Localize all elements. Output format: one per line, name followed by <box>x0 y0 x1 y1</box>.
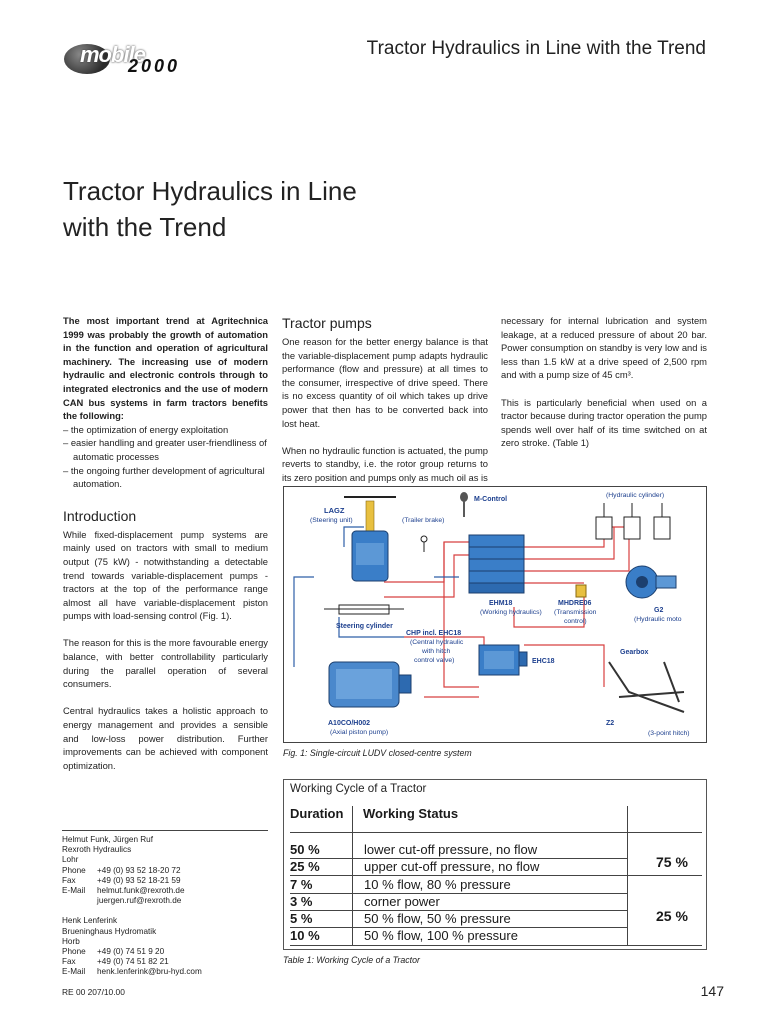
table-row <box>290 876 627 893</box>
total-upper-group: 75 % <box>656 854 688 870</box>
label-ehm18: EHM18 <box>489 600 513 607</box>
duration-header: Duration <box>290 806 344 821</box>
table-row <box>290 858 627 875</box>
row-status: corner power <box>364 894 440 909</box>
row-status: 10 % flow, 80 % pressure <box>364 877 511 892</box>
standby-paragraph-1: necessary for internal lubrication and system leakage, at a reduced pressure of about 20 bar. Power consumption on standby is very low and is less than 1.5 kW at a drive speed of 2,500 rpm and with a pump size of 45 cm³. <box>501 315 707 381</box>
table-title: Working Cycle of a Tractor <box>290 782 427 795</box>
hydraulic-cylinders <box>596 503 670 539</box>
hydraulic-diagram <box>284 487 708 744</box>
phone-label: Phone <box>62 865 86 875</box>
label-ehc18: EHC18 <box>532 658 555 665</box>
label-m-control: M-Control <box>474 496 508 503</box>
email-link[interactable]: juergen.ruf@rexroth.de <box>97 896 182 906</box>
column-3 <box>501 314 707 464</box>
column-1 <box>63 314 268 786</box>
logo-word: mobile <box>80 42 145 67</box>
lead-paragraph: The most important trend at Agritechnica 1999 was probably the growth of automation in the function and operation of agricultural machinery. The increasing use of modern hydraulic and electronic controls through to integrated electronics and the use of modern CAN bus systems in farm tractors benefits the following: <box>63 315 268 422</box>
m-control-joystick <box>460 492 468 517</box>
label-mhdre06: MHDRE06 <box>558 600 592 607</box>
label-axial-piston-pump: (Axial piston pump) <box>330 729 389 736</box>
benefit-item: – the optimization of energy exploitation <box>63 423 268 437</box>
header-rule <box>627 832 702 833</box>
label-chp: CHP incl. EHC18 <box>406 630 462 637</box>
pumps-paragraph-1: One reason for the better energy balance is that the variable-displacement pump adapts hydraulic performance (flow and pressure) at all times to the consumer, irrespective of drive speed. There is no excess quantity of oil which takes up drive power that then has to be converted back into lost heat. <box>282 336 488 429</box>
row-status: lower cut-off pressure, no flow <box>364 842 538 857</box>
introduction-heading: Introduction <box>63 507 137 524</box>
steering-cylinder <box>324 605 404 614</box>
label-hydraulic-motor: (Hydraulic moto <box>634 616 682 623</box>
email-label: E-Mail <box>62 967 86 977</box>
label-z2: Z2 <box>606 720 615 727</box>
author-city: Lohr <box>62 855 79 865</box>
intro-paragraph-2: The reason for this is the more favourable energy balance, with better controllability particularly during the parallel operation of several consumers. <box>63 637 268 690</box>
label-3-point-hitch: (3-point hitch) <box>648 730 690 737</box>
label-hydraulic-cylinder: (Hydraulic cylinder) <box>606 492 665 499</box>
email-label: E-Mail <box>62 885 86 895</box>
title-line-1: Tractor Hydraulics in Line <box>63 176 357 206</box>
label-gearbox: Gearbox <box>620 649 649 656</box>
logo-year: 2000 <box>128 56 181 76</box>
row-status: 50 % flow, 50 % pressure <box>364 911 511 926</box>
table-row <box>290 927 627 944</box>
row-duration: 25 % <box>290 859 320 874</box>
author-contacts <box>62 835 272 977</box>
table-row <box>290 910 627 927</box>
label-working-hydraulics: (Working hydraulics) <box>480 609 542 616</box>
author-names: Henk Lenferink <box>62 916 118 926</box>
phone-value: +49 (0) 93 52 18-20 72 <box>97 865 181 875</box>
fax-label: Fax <box>62 875 76 885</box>
label-steering-cylinder: Steering cylinder <box>336 623 393 630</box>
total-lower-group: 25 % <box>656 908 688 924</box>
header-rule <box>290 832 627 833</box>
three-point-hitch <box>609 662 684 712</box>
author-names: Helmut Funk, Jürgen Ruf <box>62 835 154 844</box>
fax-value: +49 (0) 74 51 82 21 <box>97 957 169 967</box>
row-duration: 50 % <box>290 842 320 857</box>
benefit-item: – the ongoing further development of agricultural automation. <box>63 464 268 491</box>
label-lagz: LAGZ <box>324 506 345 515</box>
row-duration: 7 % <box>290 877 313 892</box>
author-company: Brueninghaus Hydromatik <box>62 926 157 936</box>
document-code: RE 00 207/10.00 <box>62 987 125 997</box>
email-link[interactable]: henk.lenferink@bru-hyd.com <box>97 967 202 977</box>
row-duration: 5 % <box>290 911 313 926</box>
label-central-2: with hitch <box>422 648 451 655</box>
running-title: Tractor Hydraulics in Line with the Trend <box>366 38 706 59</box>
status-header: Working Status <box>363 806 459 821</box>
row-status: upper cut-off pressure, no flow <box>364 859 540 874</box>
figure-caption: Fig. 1: Single-circuit LUDV closed-centre system <box>283 748 472 758</box>
author-company: Rexroth Hydraulics <box>62 845 132 855</box>
label-a10co: A10CO/H002 <box>328 720 371 727</box>
row-status: 50 % flow, 100 % pressure <box>364 928 518 943</box>
standby-paragraph-2: This is particularly beneficial when used on a tractor because during tractor operation the pump spends well over half of its time switched on at zero stroke. (Table 1) <box>501 396 707 449</box>
bottom-rule <box>290 945 702 946</box>
hydraulic-system-figure <box>283 486 707 743</box>
row-duration: 10 % <box>290 928 320 943</box>
label-control: control) <box>564 618 587 625</box>
axial-piston-pump <box>329 662 411 707</box>
tractor-pumps-heading: Tractor pumps <box>282 315 372 331</box>
working-cycle-table <box>283 779 707 950</box>
table-row <box>290 841 627 858</box>
fax-label: Fax <box>62 957 76 967</box>
mhdre06-valve <box>576 585 586 597</box>
table-row <box>290 893 627 910</box>
benefit-list <box>63 423 268 491</box>
ehm18-valve-stack <box>469 535 524 593</box>
fax-value: +49 (0) 93 52 18-21 59 <box>97 875 181 885</box>
pumps-paragraph-2: When no hydraulic function is actuated, the pump reverts to standby, i.e. the rotor group returns to its zero position and pumps only as much oil as is <box>282 444 488 483</box>
title-line-2: with the Trend <box>63 212 227 242</box>
intro-paragraph-3: Central hydraulics takes a holistic approach to energy management and provides a sensible and low-loss power distribution. Further improvements can be achieved with component optimization. <box>63 705 268 771</box>
benefit-item: – easier handling and greater user-friendliness of automatic processes <box>63 436 268 463</box>
authors-separator <box>62 830 268 831</box>
page-title <box>63 173 483 245</box>
author-city: Horb <box>62 936 80 946</box>
page-number: 147 <box>700 983 724 999</box>
steering-unit <box>344 497 396 581</box>
label-central-3: control valve) <box>414 657 455 664</box>
phone-label: Phone <box>62 946 86 956</box>
label-steering-unit: (Steering unit) <box>310 517 353 524</box>
table-caption: Table 1: Working Cycle of a Tractor <box>283 955 420 965</box>
phone-value: +49 (0) 74 51 9 20 <box>97 946 165 956</box>
label-central-1: (Central hydraulic <box>410 639 464 646</box>
mobile-2000-logo <box>64 40 204 80</box>
row-duration: 3 % <box>290 894 313 909</box>
label-transmission: (Transmission <box>554 609 597 616</box>
label-trailer-brake: (Trailer brake) <box>402 517 445 524</box>
g2-hydraulic-motor <box>626 566 676 598</box>
column-2 <box>282 314 488 498</box>
email-link[interactable]: helmut.funk@rexroth.de <box>97 885 185 895</box>
chp-central-valve <box>479 645 527 675</box>
intro-paragraph-1: While fixed-displacement pump systems are mainly used on tractors with small to medium output (75 kW) - notwithstanding a detectable trend towards variable-displacement pumps - tractors at the top of the performance range almost all have variable-displacement piston pumps with load-sensing control (Fig. 1). <box>63 528 268 622</box>
label-g2: G2 <box>654 607 664 614</box>
